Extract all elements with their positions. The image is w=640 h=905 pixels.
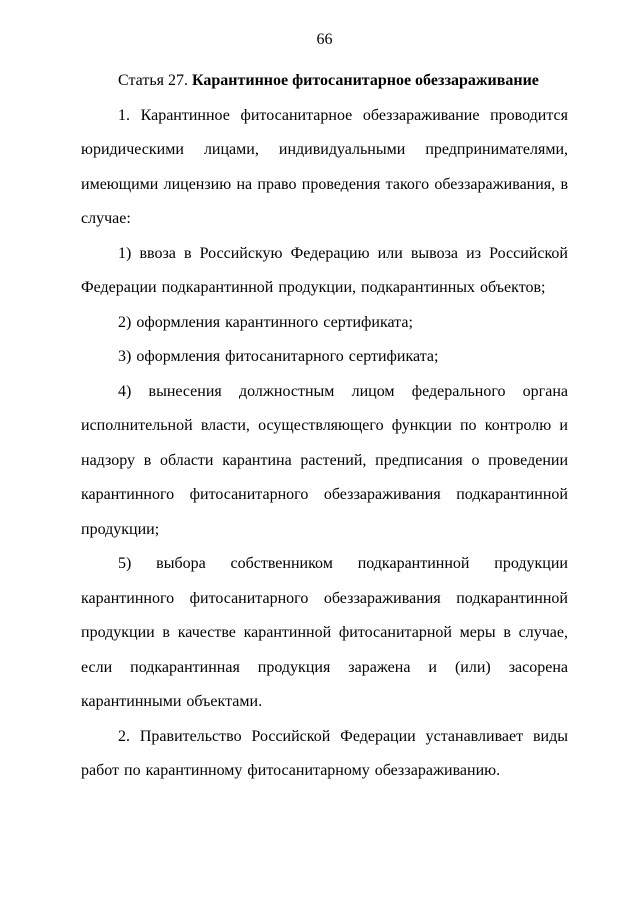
list-item-2: 2) оформления карантинного сертификата; (118, 313, 413, 331)
list-item-1: 1) ввоза в Российскую Федерацию или вывоза из Российской Федерации подкарантинной продукции, подкарантинных объектов; (81, 244, 568, 296)
list-item-5: 5) выбора собственником подкарантинной продукции карантинного фитосанитарного обеззараживания подкарантинной продукции в качестве карантинной фитосанитарной меры в случае, если подкарантинная продукция заражена и (или) засорена карантинными объектами. (81, 555, 568, 710)
list-item-3: 3) оформления фитосанитарного сертификата; (118, 348, 439, 365)
list-item-4: 4) вынесения должностным лицом федерального органа исполнительной власти, осуществляющего функции по контролю и надзору в области карантина растений, предписания о проведении карантинного фитосанитарного обеззараживания подкарантинной продукции; (81, 382, 568, 538)
page-number: 66 (316, 31, 333, 48)
article-heading-title: Карантинное фитосанитарное обеззараживание (191, 72, 539, 89)
paragraph-part-2: 2. Правительство Российской Федерации устанавливает виды работ по карантинному фитосанитарному обеззараживанию. (81, 727, 568, 779)
article-body (81, 99, 568, 789)
paragraph-intro: 1. Карантинное фитосанитарное обеззараживание проводится юридическими лицами, индивидуальными предпринимателями, имеющими лицензию на право проведения такого обеззараживания, в случае: (81, 106, 568, 227)
article-heading-prefix: Статья 27. (118, 72, 188, 89)
article-heading (81, 64, 568, 99)
